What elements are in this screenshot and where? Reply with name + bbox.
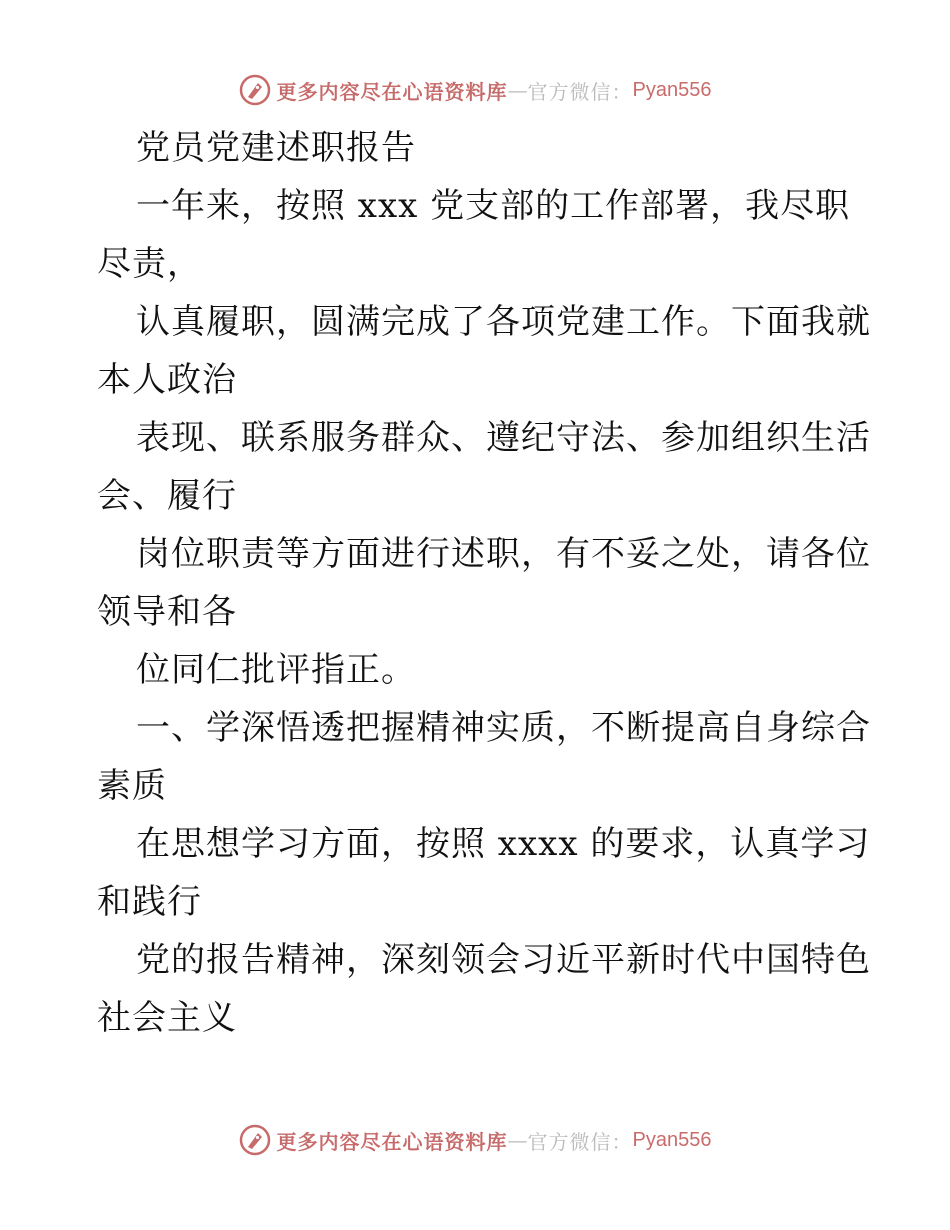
banner-brand-text: 更多内容尽在心语资料库: [276, 79, 508, 104]
header-banner: [0, 70, 950, 110]
paragraph-line: 在思想学习方面，按照 xxxx 的要求，认真学习: [136, 824, 871, 864]
banner-wechat-label: 官方微信：: [527, 1129, 633, 1154]
paragraph-line: 会、履行: [97, 476, 237, 516]
banner-wechat-label: 官方微信：: [527, 79, 633, 104]
paragraph-line: 岗位职责等方面进行述职，有不妥之处，请各位: [136, 534, 871, 574]
pen-nib-logo-icon: [239, 74, 271, 106]
pen-nib-logo-icon: [239, 1124, 271, 1156]
banner-wechat-id: Pyan556: [632, 78, 712, 101]
banner-dash: —: [507, 1128, 528, 1152]
paragraph-line: 和践行: [97, 882, 202, 922]
paragraph-line: 党的报告精神，深刻领会习近平新时代中国特色: [136, 940, 871, 980]
footer-banner: [0, 1120, 950, 1160]
document-title: 党员党建述职报告: [136, 128, 416, 168]
paragraph-line: 社会主义: [97, 998, 237, 1038]
paragraph-line: 尽责，: [97, 244, 202, 284]
paragraph-line: 领导和各: [97, 592, 237, 632]
document-body: [97, 119, 871, 1047]
section-heading-continued: 素质: [97, 766, 167, 806]
banner-dash: —: [507, 78, 528, 102]
banner-wechat-id: Pyan556: [632, 1128, 712, 1151]
paragraph-line: 表现、联系服务群众、遵纪守法、参加组织生活: [136, 418, 871, 458]
section-heading: 一、学深悟透把握精神实质，不断提高自身综合: [136, 708, 871, 748]
paragraph-line: 认真履职，圆满完成了各项党建工作。下面我就: [136, 302, 871, 342]
banner-brand-text: 更多内容尽在心语资料库: [276, 1129, 508, 1154]
paragraph-line: 一年来，按照 xxx 党支部的工作部署，我尽职: [136, 186, 851, 226]
paragraph-line: 本人政治: [97, 360, 237, 400]
paragraph-line: 位同仁批评指正。: [136, 650, 416, 690]
